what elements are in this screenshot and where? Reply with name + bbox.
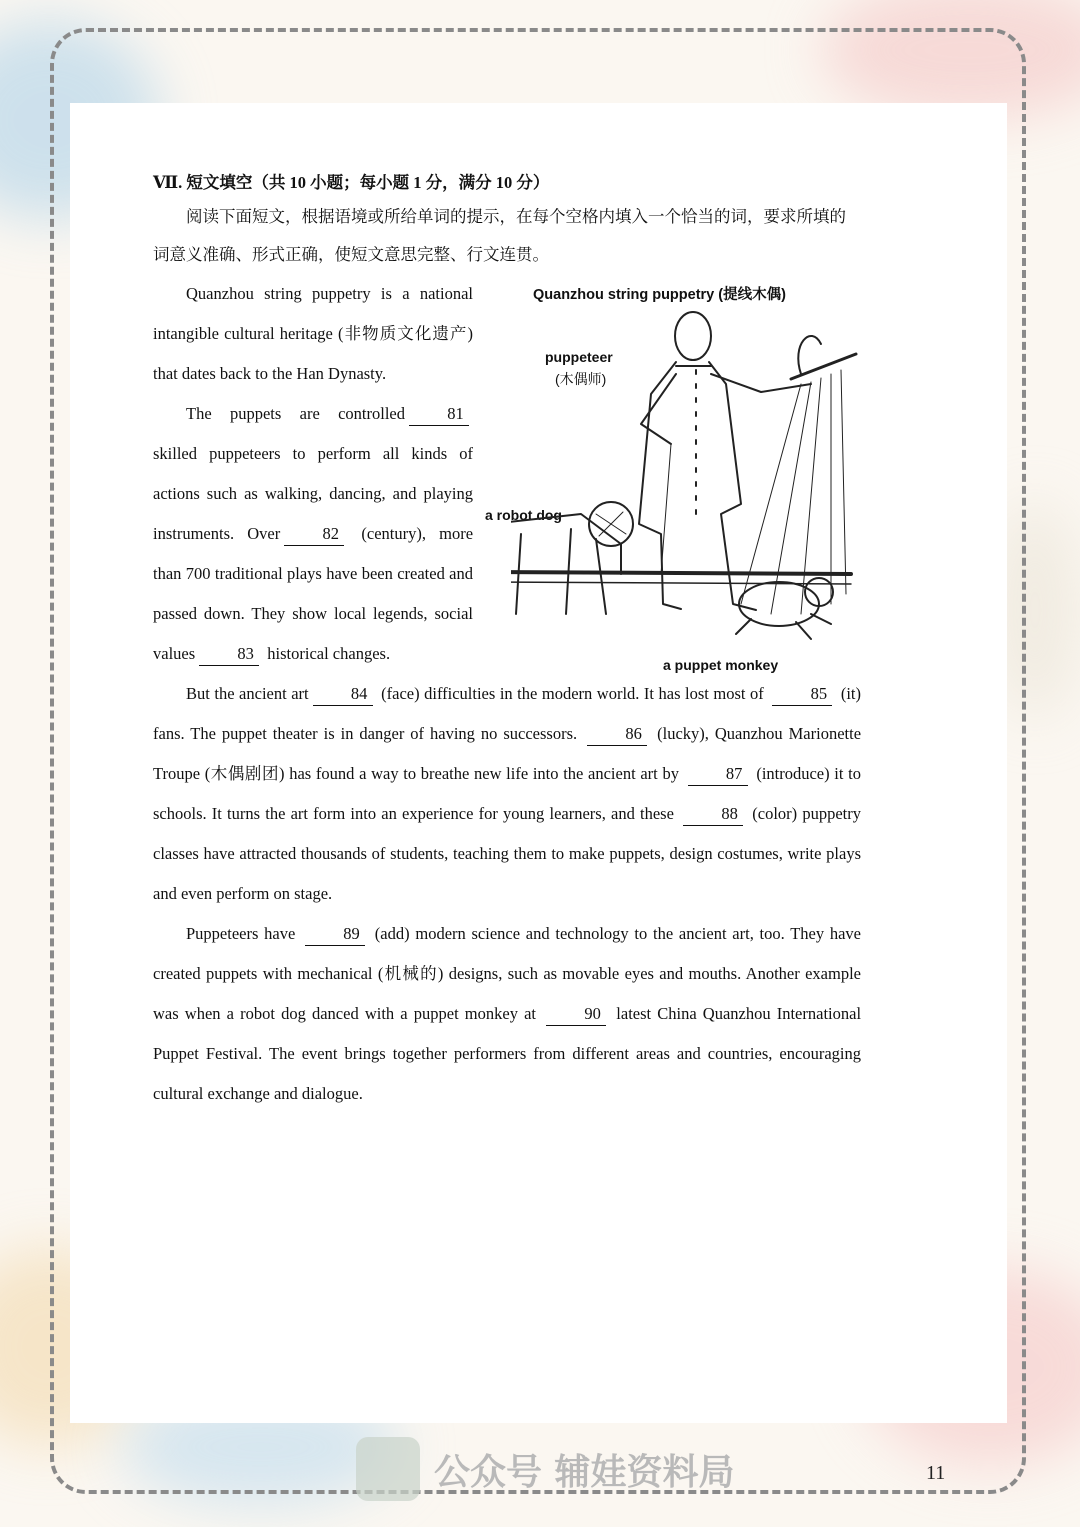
figure-title: Quanzhou string puppetry (提线木偶) — [533, 287, 786, 303]
paragraph-1: Quanzhou string puppetry is a national intangible cultural heritage (非物质文化遗产) that dates back to the Han Dynasty. — [153, 284, 473, 383]
watermark-text: 公众号 辅娃资料局 — [434, 1451, 735, 1493]
blank-82[interactable]: 82 — [284, 523, 344, 546]
text-segment: But the ancient art — [186, 684, 309, 703]
blank-83[interactable]: 83 — [199, 643, 259, 666]
watermark — [356, 1436, 735, 1502]
blank-88[interactable]: 88 — [683, 803, 743, 826]
text-segment: historical changes. — [267, 644, 391, 663]
label-puppeteer-cn: (木偶师) — [555, 371, 607, 387]
blank-86[interactable]: 86 — [587, 723, 647, 746]
control-bar — [791, 354, 856, 379]
label-puppeteer: puppeteer — [545, 349, 613, 365]
line-drawing — [511, 274, 861, 666]
text-segment: (century), more than 700 traditional plays have been created and passed down. They show local legends, social values — [153, 524, 474, 663]
blank-81[interactable]: 81 — [409, 403, 469, 426]
paragraph-4 — [153, 914, 861, 1114]
puppetry-illustration — [485, 274, 861, 673]
paragraph-3 — [153, 674, 861, 914]
blank-85[interactable]: 85 — [772, 683, 832, 706]
section-instruction: 阅读下面短文，根据语境或所给单词的提示，在每个空格内填入一个恰当的词，要求所填的词意义准确、形式正确，使短文意思完整、行文连贯。 — [153, 207, 846, 264]
label-robot-dog: a robot dog — [485, 507, 562, 523]
text-segment: skilled puppeteers to perform all kinds of actions such as walking, dancing, and playing instruments. Over — [153, 444, 473, 543]
puppeteer-head — [675, 312, 711, 360]
page-number: 11 — [926, 1462, 946, 1484]
text-segment: Puppeteers have — [186, 924, 296, 943]
text-segment: (face) difficulties in the modern world. It has lost most of — [381, 684, 764, 703]
left-column-text — [153, 274, 473, 674]
text-segment: (add) modern science and technology to the ancient art, too. They have created puppets with mechanical (机械的) designs, such as movable eyes and mouths. Another example was when a robot dog danced with a puppet monkey at — [153, 924, 862, 1023]
section-heading: Ⅶ. 短文填空（共 10 小题；每小题 1 分，满分 10 分） — [153, 173, 550, 192]
robot-dog-body — [511, 514, 621, 614]
text-segment: (lucky), Quanzhou Marionette Troupe (木偶剧团) has found a way to breathe new life into the ancient art by — [153, 724, 862, 783]
text-segment: latest China Quanzhou International Puppet Festival. The event brings together performers from different areas and countries, encouraging cultural exchange and dialogue. — [153, 1004, 862, 1103]
blank-87[interactable]: 87 — [688, 763, 748, 786]
main-text — [153, 674, 861, 1114]
wechat-icon — [356, 1437, 420, 1501]
blank-84[interactable]: 84 — [313, 683, 373, 706]
stage-bar — [511, 572, 851, 574]
text-segment: (color) puppetry classes have attracted thousands of students, teaching them to make puppets, design costumes, write plays and even perform on stage. — [153, 804, 862, 903]
label-puppet-monkey: a puppet monkey — [663, 657, 779, 673]
text-segment: (it) fans. The puppet theater is in danger of having no successors. — [153, 684, 862, 743]
text-segment: The puppets are controlled — [186, 404, 405, 423]
paragraph-2 — [153, 394, 473, 674]
blank-89[interactable]: 89 — [305, 923, 365, 946]
document-content — [153, 168, 861, 1114]
text-segment: (introduce) it to schools. It turns the art form into an experience for young learners, and these — [153, 764, 861, 823]
blank-90[interactable]: 90 — [546, 1003, 606, 1026]
